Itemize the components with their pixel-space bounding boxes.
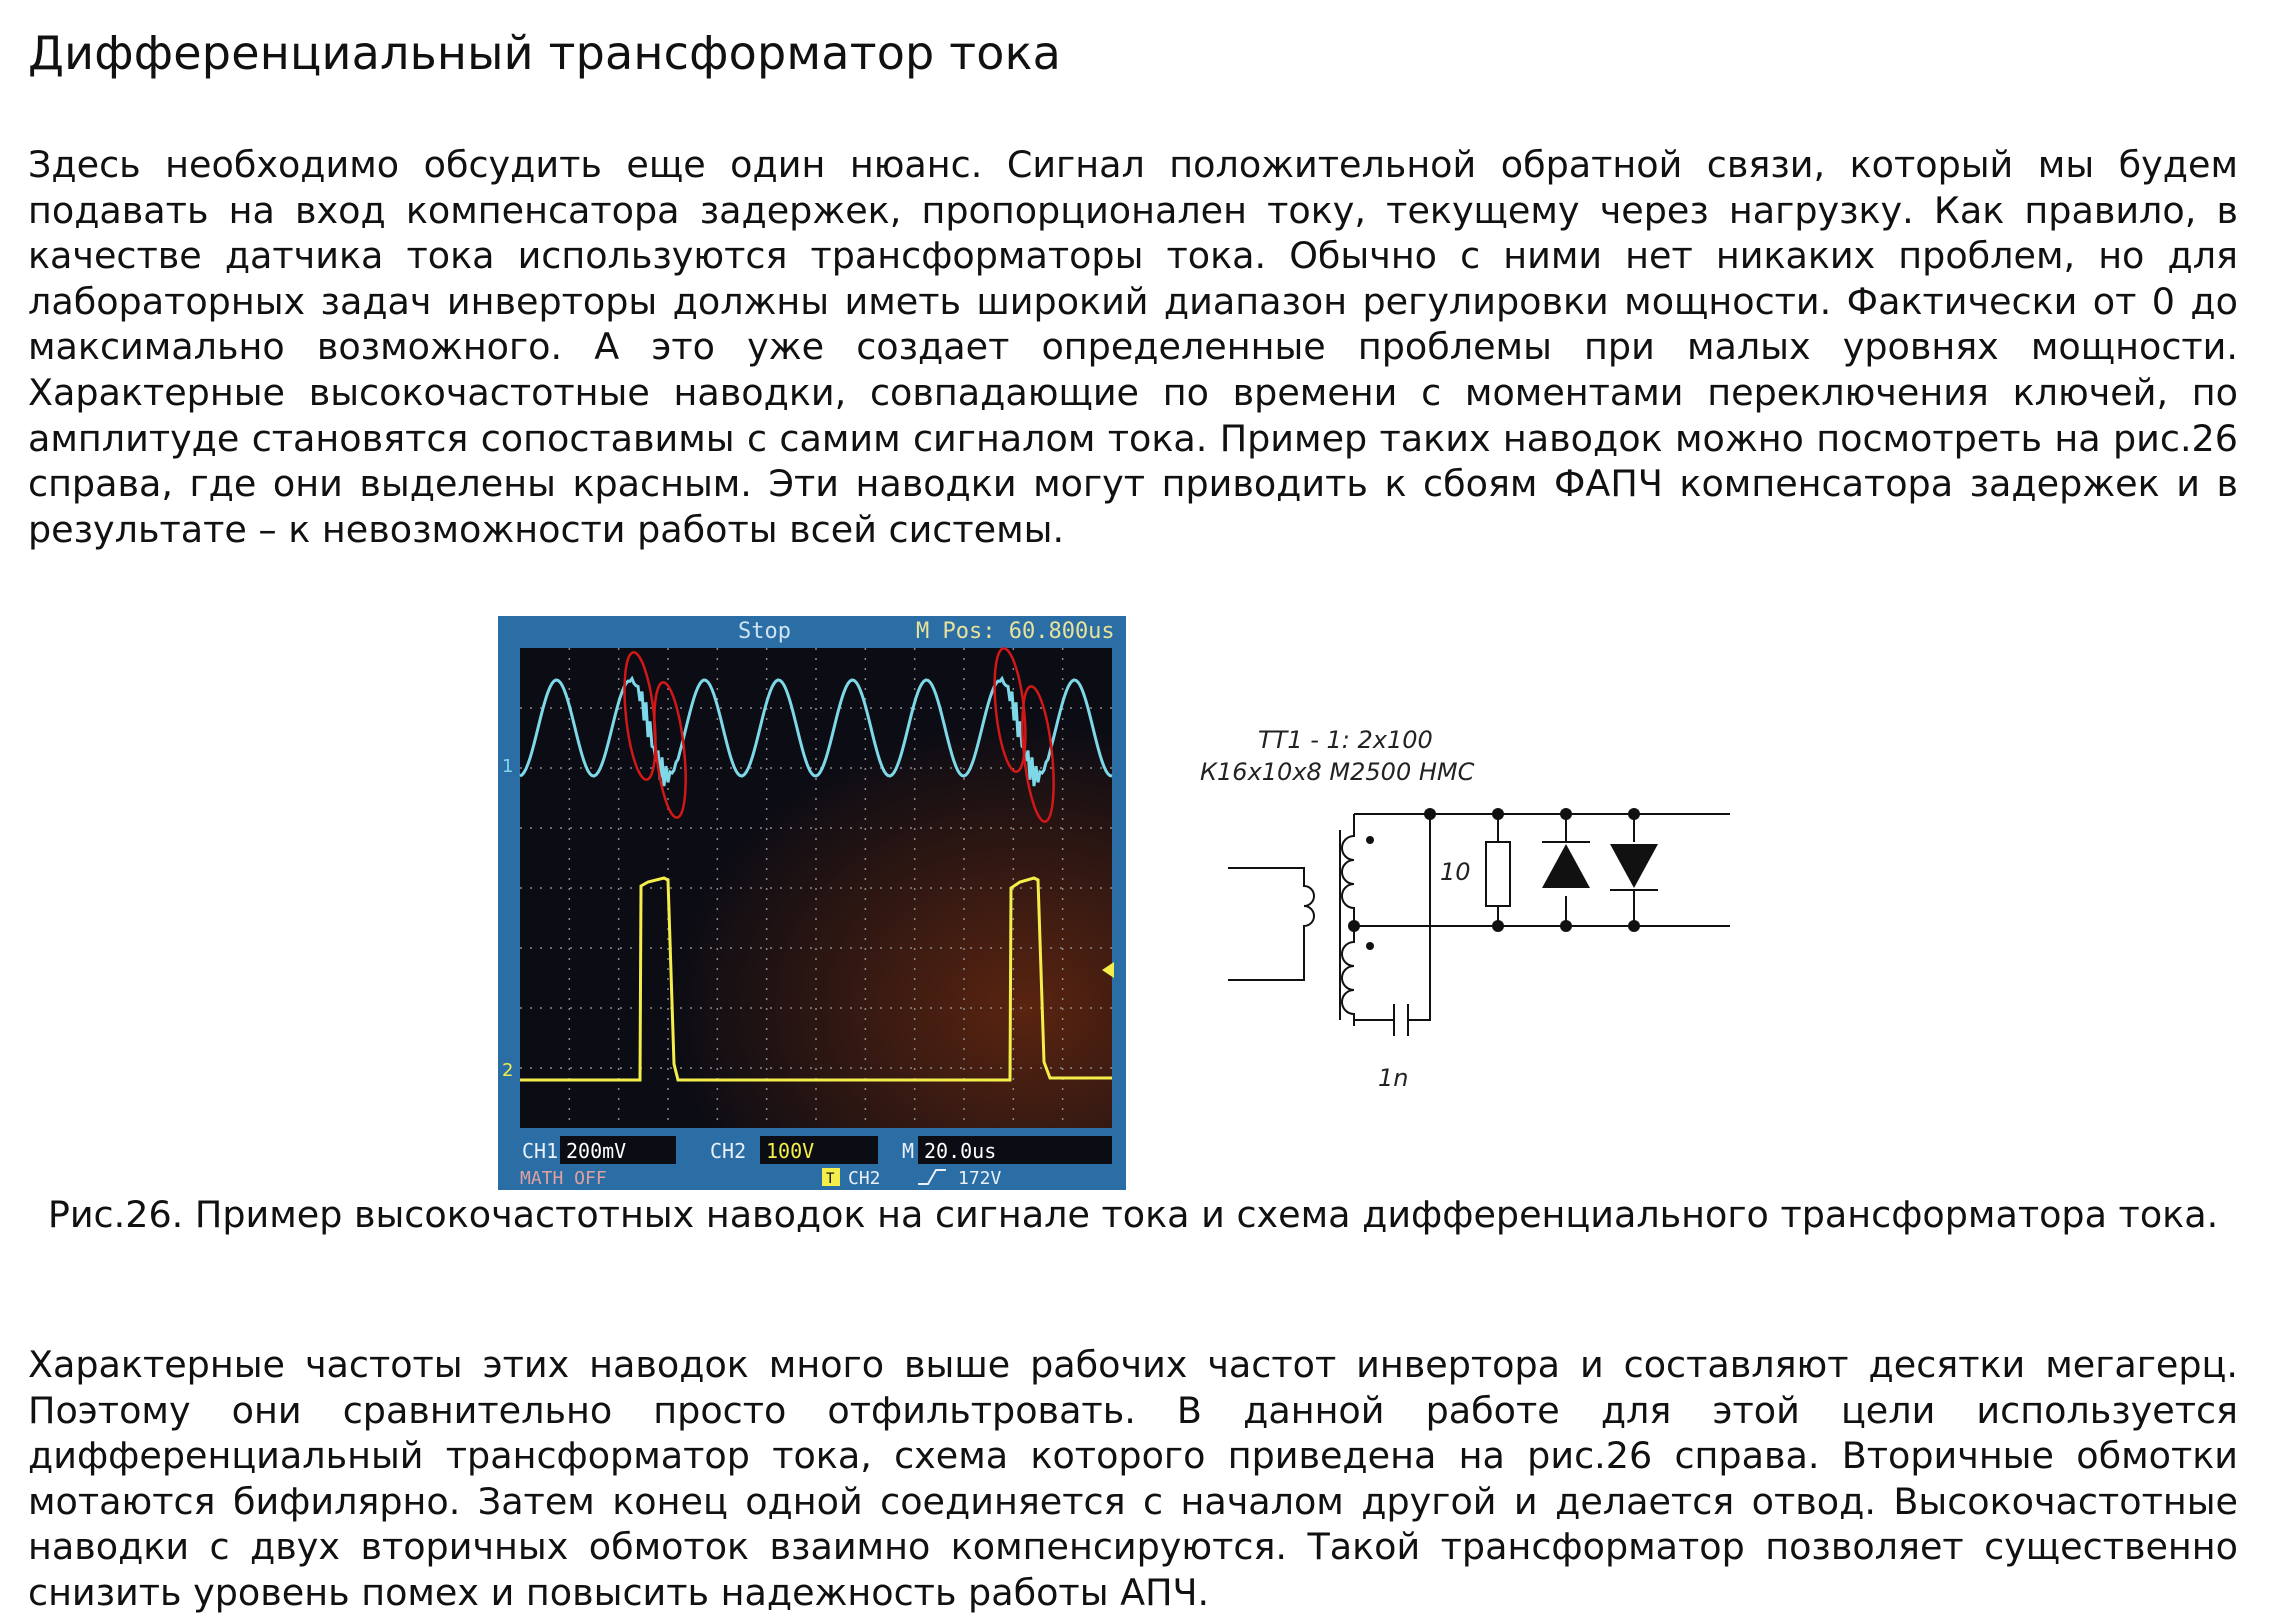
- transformer-schematic: [1200, 720, 1740, 1090]
- junction: [1628, 808, 1640, 820]
- junction: [1628, 920, 1640, 932]
- junction: [1560, 920, 1572, 932]
- ch2-scale: 100V: [766, 1139, 815, 1163]
- m-label: M: [902, 1139, 915, 1163]
- resistor-value: 10: [1440, 858, 1471, 886]
- junction: [1560, 808, 1572, 820]
- schematic-svg: [1200, 720, 1740, 1090]
- diode-2: [1610, 844, 1658, 888]
- primary-winding: [1228, 868, 1314, 980]
- ch1-label: CH1: [522, 1139, 559, 1163]
- cap-lead-right: [1408, 814, 1430, 1020]
- section-title: Дифференциальный трансформатор тока: [28, 26, 1061, 80]
- ch2-label: CH2: [710, 1139, 747, 1163]
- scope-status: Stop: [738, 619, 791, 644]
- junction: [1492, 920, 1504, 932]
- trigger-source: CH2: [848, 1168, 881, 1189]
- cap-lead-left: [1354, 1020, 1394, 1026]
- oscilloscope-svg: [498, 616, 1126, 1190]
- secondary-winding-2: [1342, 926, 1354, 1026]
- ch2-marker: 2: [502, 1060, 514, 1081]
- oscilloscope-screenshot: [498, 616, 1126, 1190]
- winding-dot: [1366, 836, 1374, 844]
- core-label: К16х10х8 М2500 НМС: [1200, 758, 1475, 786]
- winding-dot: [1366, 942, 1374, 950]
- paragraph-intro: Здесь необходимо обсудить еще один нюанс. Сигнал положительной обратной связи, который мы будем подавать на вход компенсатора задержек, пропорционален току, текущему через нагрузку. Как правило, в качестве датчика тока используются трансформаторы тока. Обычно с ними нет никаких проблем, но для лабораторных задач инверторы должны иметь широкий диапазон регулировки мощности. Фактически от 0 до максимально возможного. А это уже создает определенные проблемы при малых уровнях мощности. Характерные высокочастотные наводки, совпадающие по времени с моментами переключения ключей, по амплитуде становятся сопоставимы с самим сигналом тока. Пример таких наводок можно посмотреть на рис.26 справа, где они выделены красным. Эти наводки могут приводить к сбоям ФАПЧ компенсатора задержек и в результате – к невозможности работы всей системы.: [28, 143, 2238, 551]
- transformer-label: TT1 - 1: 2x100: [1258, 726, 1433, 754]
- junction: [1492, 808, 1504, 820]
- time-scale: 20.0us: [924, 1139, 997, 1163]
- trigger-level: 172V: [958, 1168, 1002, 1189]
- secondary-winding-1: [1342, 824, 1354, 926]
- paragraph-solution: Характерные частоты этих наводок много выше рабочих частот инвертора и составляют десятки мегагерц. Поэтому они сравнительно просто отфильтровать. В данной работе для этой цели используется дифференциальный трансформатор тока, схема которого приведена на рис.26 справа. Вторичные обмотки мотаются бифилярно. Затем конец одной соединяется с началом другой и делается отвод. Высокочастотные наводки с двух вторичных обмоток взаимно компенсируются. Такой трансформатор позволяет существенно снизить уровень помех и повысить надежность работы АПЧ.: [28, 1343, 2238, 1614]
- junction: [1424, 808, 1436, 820]
- scope-mpos: M Pos: 60.800us: [916, 619, 1115, 644]
- junction: [1348, 920, 1360, 932]
- resistor: [1486, 842, 1510, 906]
- ch1-marker: 1: [502, 756, 514, 777]
- math-status: MATH OFF: [520, 1168, 607, 1189]
- diode-1: [1542, 844, 1590, 888]
- ch1-scale: 200mV: [566, 1139, 627, 1163]
- capacitor-value: 1n: [1378, 1064, 1409, 1090]
- rising-edge-icon: [918, 1170, 946, 1184]
- trigger-marker: T: [826, 1171, 835, 1187]
- figure-caption: Рис.26. Пример высокочастотных наводок на сигнале тока и схема дифференциального трансформатора тока.: [47, 1193, 2219, 1236]
